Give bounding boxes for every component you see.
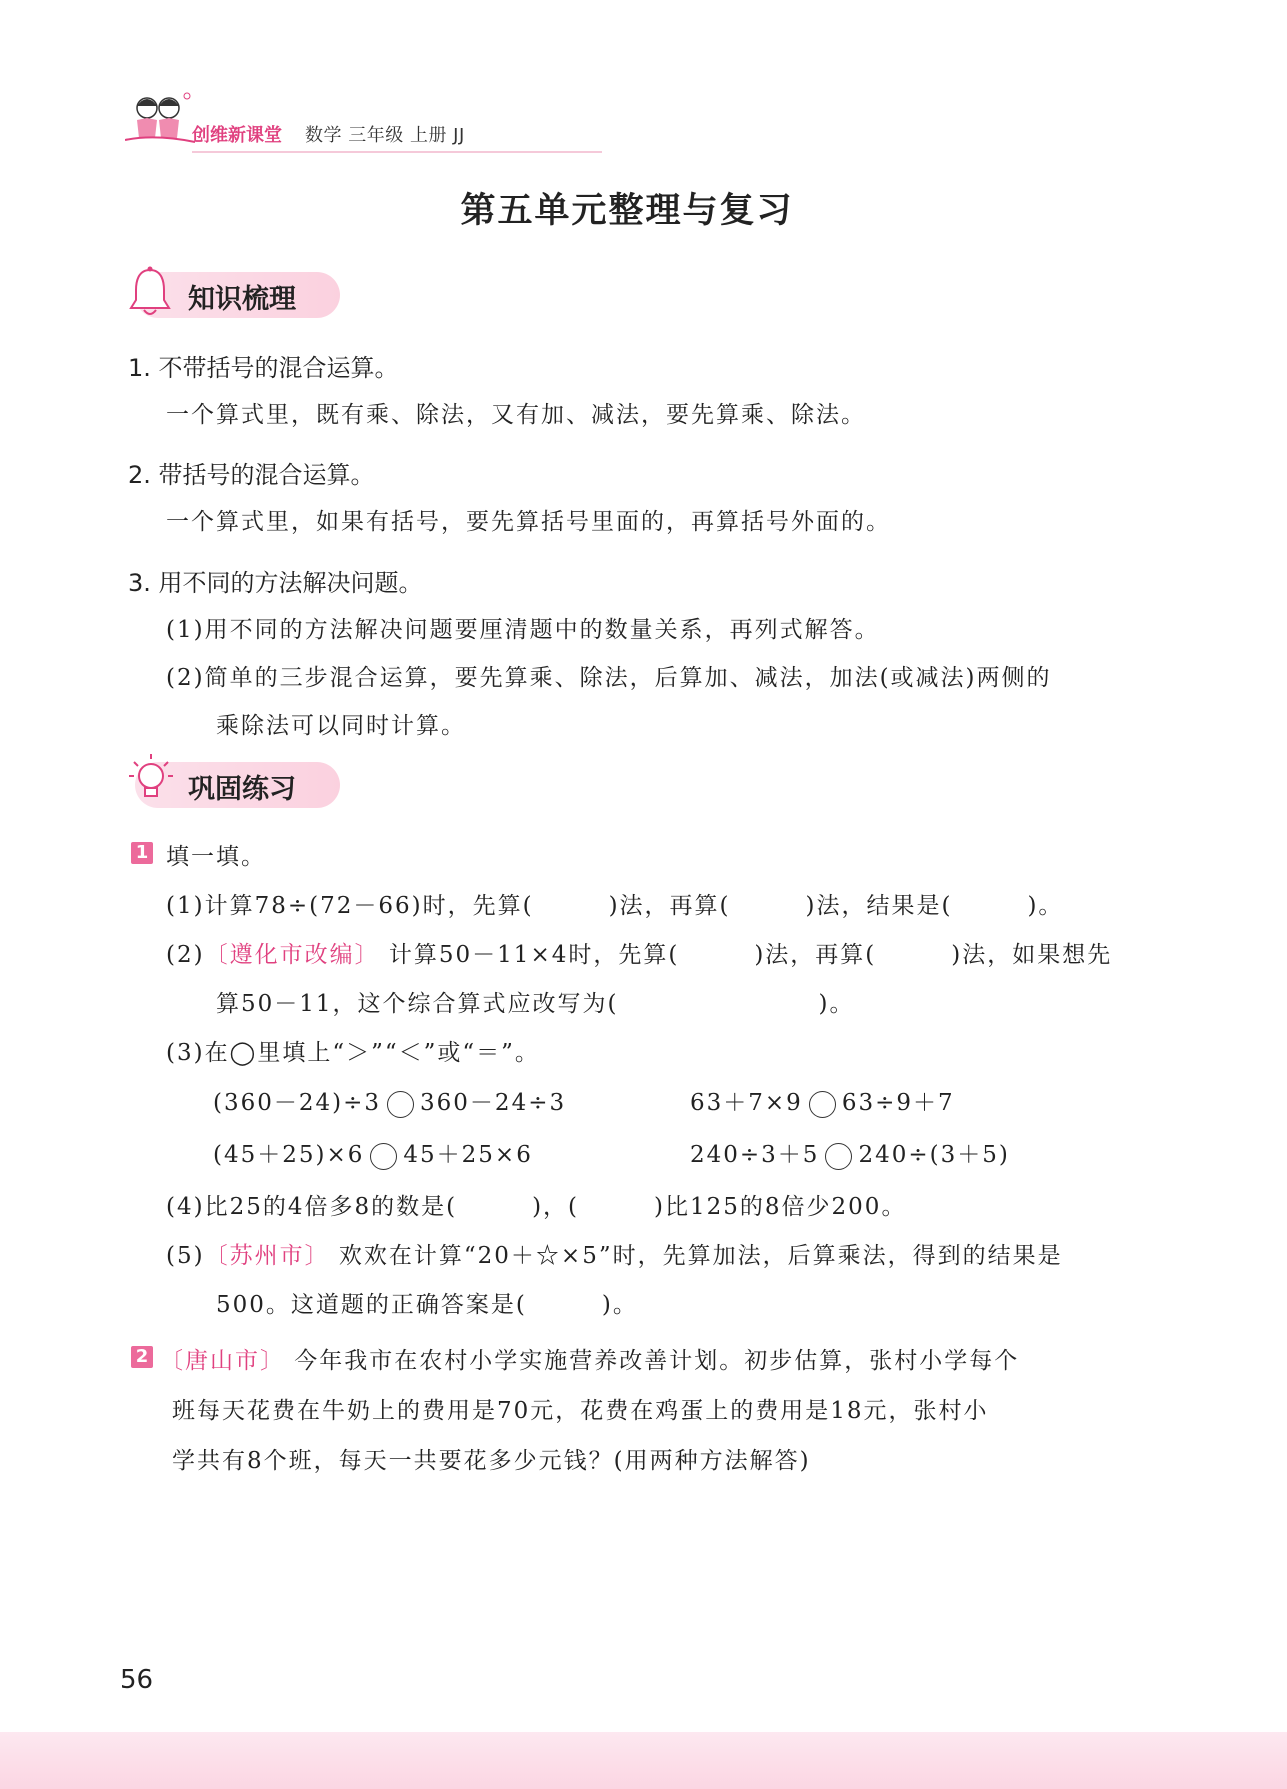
question-2-line-3: 学共有8个班，每天一共要花多少元钱？(用两种方法解答) [172, 1448, 811, 1474]
q1-part-5-text: 欢欢在计算“20＋☆×5”时，先算加法，后算乘法，得到的结果是 [329, 1243, 1063, 1269]
knowledge-item-2-text: 一个算式里，如果有括号，要先算括号里面的，再算括号外面的。 [166, 509, 891, 535]
compare-expr: (45＋25)×6 [213, 1142, 365, 1168]
q1-part-4: (4)比25的4倍多8的数是( )，( )比125的8倍少200。 [166, 1194, 907, 1220]
question-2-text: 今年我市在农村小学实施营养改善计划。初步估算，张村小学每个 [285, 1348, 1020, 1374]
q1-part-5 [166, 1237, 1063, 1270]
compare-row-1-left [213, 1084, 566, 1118]
q1-part-2-text: 计算50－11×4时，先算( )法，再算( )法，如果想先 [379, 942, 1113, 968]
knowledge-item-1-text: 一个算式里，既有乘、除法，又有加、减法，要先算乘、除法。 [166, 402, 866, 428]
q1-part-2-cont: 算50－11，这个综合算式应改写为( )。 [216, 991, 855, 1017]
source-tag: 〔唐山市〕 [160, 1348, 285, 1374]
q1-part-5-prefix: (5) [166, 1243, 205, 1269]
bell-icon [128, 266, 172, 318]
page-title: 第五单元整理与复习 [460, 191, 794, 231]
knowledge-item-1-title: 1. 不带括号的混合运算。 [128, 354, 399, 382]
question-1-number: 1 [131, 842, 153, 864]
compare-expr: 360－24÷3 [420, 1090, 567, 1116]
knowledge-item-3-title: 3. 用不同的方法解决问题。 [128, 569, 423, 597]
question-1-title: 填一填。 [166, 844, 266, 870]
compare-expr: 63÷9＋7 [841, 1090, 955, 1116]
compare-expr: 240÷3＋5 [690, 1142, 820, 1168]
knowledge-item-2-title: 2. 带括号的混合运算。 [128, 461, 375, 489]
compare-circle-blank[interactable] [809, 1091, 836, 1118]
page-number: 56 [120, 1665, 154, 1695]
q1-part-3: (3)在◯里填上“＞”“＜”或“＝”。 [166, 1040, 540, 1066]
bottom-decorative-band [0, 1732, 1287, 1789]
knowledge-item-3-sub2: (2)简单的三步混合运算，要先算乘、除法，后算加、减法，加法(或减法)两侧的 [166, 665, 1052, 691]
compare-row-2-right [690, 1136, 1010, 1170]
page-header [120, 80, 620, 160]
compare-expr: 63＋7×9 [690, 1090, 803, 1116]
compare-circle-blank[interactable] [387, 1091, 414, 1118]
brand-name: 创维新课堂 [192, 125, 282, 146]
lightbulb-icon [128, 752, 174, 808]
compare-expr: 240÷(3＋5) [858, 1142, 1010, 1168]
compare-circle-blank[interactable] [370, 1143, 397, 1170]
section-practice-label: 巩固练习 [188, 774, 296, 805]
q1-part-5-cont: 500。这道题的正确答案是( )。 [216, 1292, 638, 1318]
section-knowledge-label: 知识梳理 [188, 284, 296, 315]
question-2-line-1 [160, 1342, 1019, 1375]
compare-circle-blank[interactable] [825, 1143, 852, 1170]
source-tag: 〔苏州市〕 [204, 1243, 330, 1269]
source-tag: 〔遵化市改编〕 [204, 942, 380, 968]
question-2-line-2: 班每天花费在牛奶上的费用是70元，花费在鸡蛋上的费用是18元，张村小 [172, 1398, 989, 1424]
compare-expr: 45＋25×6 [403, 1142, 533, 1168]
q1-part-2 [166, 936, 1112, 969]
q1-part-1: (1)计算78÷(72－66)时，先算( )法，再算( )法，结果是( )。 [166, 893, 1064, 919]
compare-row-2-left [213, 1136, 533, 1170]
compare-row-1-right [690, 1084, 955, 1118]
kids-logo-icon [125, 90, 200, 150]
knowledge-item-3-sub1: (1)用不同的方法解决问题要厘清题中的数量关系，再列式解答。 [166, 617, 880, 643]
book-info: 数学 三年级 上册 JJ [305, 125, 465, 146]
compare-expr: (360－24)÷3 [213, 1090, 382, 1116]
q1-part-2-prefix: (2) [166, 942, 205, 968]
knowledge-item-3-sub2-cont: 乘除法可以同时计算。 [216, 713, 466, 739]
question-2-number: 2 [131, 1346, 153, 1368]
header-divider [192, 151, 602, 153]
